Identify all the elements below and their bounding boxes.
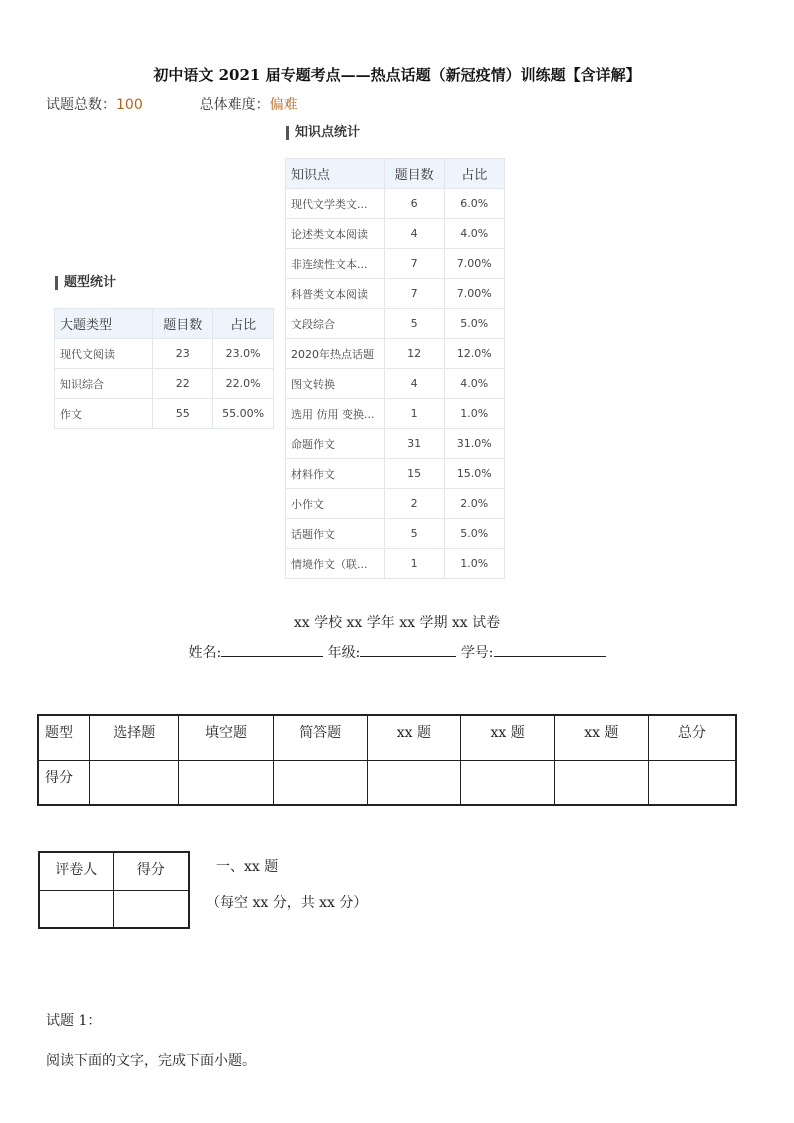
score-header-xx3: xx 题: [554, 715, 648, 760]
knowledge-stats-cell-count: 6: [384, 189, 444, 219]
score-cell-xx2[interactable]: [461, 760, 555, 805]
knowledge-header-point: 知识点: [286, 159, 385, 189]
type-stats-cell-ratio: 55.00%: [213, 399, 274, 429]
total-label: 试题总数：: [46, 97, 116, 113]
knowledge-stats-row: [286, 189, 505, 219]
knowledge-stats-cell-label: 现代文学类文...: [286, 189, 385, 219]
section-title: 一、xx 题: [216, 859, 279, 875]
summary-line: [46, 94, 298, 114]
knowledge-stats-cell-count: 7: [384, 249, 444, 279]
knowledge-stats-cell-label: 选用 仿用 变换...: [286, 399, 385, 429]
type-stats-heading: 题型统计: [55, 276, 116, 290]
knowledge-stats-row: [286, 549, 505, 579]
knowledge-stats-heading: 知识点统计: [286, 126, 360, 140]
type-header-ratio: 占比: [213, 309, 274, 339]
name-blank[interactable]: [221, 642, 323, 657]
type-stats-body: [55, 339, 274, 429]
score-header-short: 简答题: [273, 715, 367, 760]
knowledge-header-ratio: 占比: [444, 159, 505, 189]
knowledge-stats-cell-ratio: 1.0%: [444, 399, 505, 429]
score-header-choice: 选择题: [90, 715, 179, 760]
question-instruction: 阅读下面的文字，完成下面小题。: [46, 1053, 256, 1069]
knowledge-stats-cell-ratio: 4.0%: [444, 219, 505, 249]
knowledge-stats-cell-label: 图文转换: [286, 369, 385, 399]
knowledge-stats-cell-count: 1: [384, 399, 444, 429]
knowledge-stats-cell-count: 15: [384, 459, 444, 489]
knowledge-stats-row: [286, 369, 505, 399]
knowledge-stats-header-row: [286, 159, 505, 189]
score-header-type: 题型: [38, 715, 90, 760]
grader-table: [38, 851, 190, 929]
type-header-category: 大题类型: [55, 309, 153, 339]
knowledge-stats-cell-count: 5: [384, 309, 444, 339]
knowledge-stats-cell-label: 材料作文: [286, 459, 385, 489]
type-stats-cell-label: 知识综合: [55, 369, 153, 399]
grader-header-score: 得分: [113, 852, 189, 890]
knowledge-stats-cell-ratio: 7.00%: [444, 249, 505, 279]
knowledge-stats-cell-ratio: 31.0%: [444, 429, 505, 459]
knowledge-stats-row: [286, 279, 505, 309]
knowledge-stats-cell-ratio: 7.00%: [444, 279, 505, 309]
document-title: 初中语文 2021 届专题考点——热点话题（新冠疫情）训练题【含详解】: [153, 66, 641, 84]
knowledge-stats-row: [286, 399, 505, 429]
section-note: （每空 xx 分，共 xx 分）: [206, 895, 368, 911]
knowledge-stats-cell-count: 7: [384, 279, 444, 309]
knowledge-stats-cell-ratio: 1.0%: [444, 549, 505, 579]
knowledge-stats-cell-ratio: 12.0%: [444, 339, 505, 369]
knowledge-stats-cell-label: 2020年热点话题: [286, 339, 385, 369]
knowledge-stats-row: [286, 219, 505, 249]
knowledge-stats-cell-count: 4: [384, 369, 444, 399]
score-cell-xx3[interactable]: [554, 760, 648, 805]
knowledge-stats-cell-ratio: 2.0%: [444, 489, 505, 519]
knowledge-stats-cell-label: 文段综合: [286, 309, 385, 339]
type-stats-cell-count: 23: [153, 339, 213, 369]
knowledge-stats-cell-label: 情境作文（联...: [286, 549, 385, 579]
school-line: xx 学校 xx 学年 xx 学期 xx 试卷: [293, 615, 501, 631]
knowledge-stats-row: [286, 429, 505, 459]
type-stats-cell-ratio: 23.0%: [213, 339, 274, 369]
grade-blank[interactable]: [360, 642, 456, 657]
knowledge-stats-cell-label: 小作文: [286, 489, 385, 519]
knowledge-stats-row: [286, 339, 505, 369]
knowledge-header-count: 题目数: [384, 159, 444, 189]
grade-label: 年级:: [327, 645, 361, 661]
grader-header-grader: 评卷人: [39, 852, 113, 890]
knowledge-stats-cell-ratio: 15.0%: [444, 459, 505, 489]
score-cell-choice[interactable]: [90, 760, 179, 805]
score-table: [37, 714, 737, 806]
question-label: 试题 1：: [46, 1013, 102, 1029]
type-stats-row: [55, 399, 274, 429]
score-value-row: [38, 760, 736, 805]
total-value: 100: [116, 97, 143, 113]
score-cell-short[interactable]: [273, 760, 367, 805]
type-stats-header-row: [55, 309, 274, 339]
score-header-total: 总分: [648, 715, 736, 760]
knowledge-stats-cell-count: 1: [384, 549, 444, 579]
knowledge-stats-cell-ratio: 6.0%: [444, 189, 505, 219]
knowledge-stats-cell-ratio: 5.0%: [444, 309, 505, 339]
knowledge-stats-cell-label: 命题作文: [286, 429, 385, 459]
knowledge-stats-cell-count: 31: [384, 429, 444, 459]
score-cell-xx1[interactable]: [367, 760, 461, 805]
knowledge-stats-body: [286, 189, 505, 579]
type-stats-cell-label: 现代文阅读: [55, 339, 153, 369]
knowledge-stats-cell-count: 12: [384, 339, 444, 369]
id-blank[interactable]: [494, 642, 606, 657]
type-header-count: 题目数: [153, 309, 213, 339]
score-row-label: 得分: [38, 760, 90, 805]
knowledge-stats-row: [286, 519, 505, 549]
id-label: 学号:: [460, 645, 494, 661]
difficulty-label: 总体难度：: [199, 97, 270, 113]
knowledge-stats-cell-count: 4: [384, 219, 444, 249]
knowledge-stats-table: [285, 158, 505, 579]
knowledge-stats-cell-label: 话题作文: [286, 519, 385, 549]
knowledge-stats-cell-count: 5: [384, 519, 444, 549]
score-cell-fill[interactable]: [179, 760, 274, 805]
grader-cell-name[interactable]: [39, 890, 113, 928]
grader-header-row: [39, 852, 189, 890]
score-cell-total[interactable]: [648, 760, 736, 805]
type-stats-row: [55, 369, 274, 399]
score-header-xx1: xx 题: [367, 715, 461, 760]
type-stats-row: [55, 339, 274, 369]
score-header-fill: 填空题: [179, 715, 274, 760]
type-stats-cell-ratio: 22.0%: [213, 369, 274, 399]
knowledge-stats-row: [286, 489, 505, 519]
type-stats-cell-count: 55: [153, 399, 213, 429]
knowledge-stats-row: [286, 249, 505, 279]
knowledge-stats-cell-label: 科普类文本阅读: [286, 279, 385, 309]
knowledge-stats-cell-label: 论述类文本阅读: [286, 219, 385, 249]
type-stats-cell-label: 作文: [55, 399, 153, 429]
score-header-xx2: xx 题: [461, 715, 555, 760]
knowledge-stats-cell-label: 非连续性文本...: [286, 249, 385, 279]
knowledge-stats-row: [286, 309, 505, 339]
knowledge-stats-cell-ratio: 5.0%: [444, 519, 505, 549]
knowledge-stats-cell-count: 2: [384, 489, 444, 519]
grader-value-row: [39, 890, 189, 928]
difficulty-value: 偏难: [269, 97, 298, 113]
student-info-line: [0, 642, 794, 662]
knowledge-stats-row: [286, 459, 505, 489]
score-header-row: [38, 715, 736, 760]
grader-cell-score[interactable]: [113, 890, 189, 928]
knowledge-stats-cell-ratio: 4.0%: [444, 369, 505, 399]
type-stats-cell-count: 22: [153, 369, 213, 399]
type-stats-table: [54, 308, 274, 429]
name-label: 姓名:: [188, 645, 222, 661]
